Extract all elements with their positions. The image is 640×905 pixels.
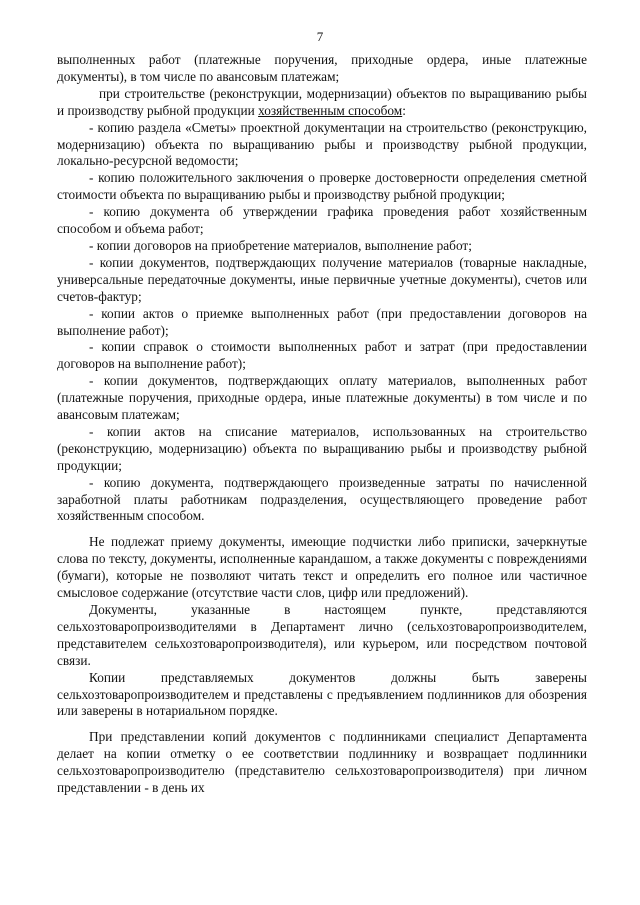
list-item-material-receipt: - копии документов, подтверждающих получение материалов (товарные накладные, универсальные передаточные документы, иные первичные учетные документы), счетов или счетов-фактур; xyxy=(57,254,587,304)
heading-lead-text: при строительстве (реконструкции, модернизации) объектов по выращиванию рыбы и производству рыбной продукции xyxy=(57,85,587,118)
list-item-schedule-approval: - копию документа об утверждении графика проведения работ хозяйственным способом и объема работ; xyxy=(57,204,587,237)
heading-tail-text: : xyxy=(402,102,406,118)
paragraph-original-return: При представлении копий документов с подлинниками специалист Департамента делает на копии отметку о ее соответствии подлиннику и возвращает подлинники сельхозтоваропроизводителю (представителю сельхозтоваропроизводителя) при личном представлении - в день их xyxy=(57,729,587,796)
paragraph-rejection-rules: Не подлежат приему документы, имеющие подчистки либо приписки, зачеркнутые слова по тексту, документы, исполненные карандашом, а также документы с повреждениями (бумаги), которые не позволяют читать текст и определить его полное или частичное смысловое содержание (отсутствие части слов, цифр или предложений). xyxy=(57,534,587,601)
list-item-expert-conclusion: - копию положительного заключения о проверке достоверности определения сметной стоимости объекта по выращиванию рыбы и производству рыбной продукции; xyxy=(57,170,587,203)
paragraph-heading-economic-method xyxy=(57,86,587,120)
paragraph-continuation: выполненных работ (платежные поручения, приходные ордера, иные платежные документы), в том числе по авансовым платежам; xyxy=(57,52,587,84)
paragraph-submission-method: Документы, указанные в настоящем пункте, представляются сельхозтоваропроизводителями в Департамент лично (сельхозтоваропроизводителем, представителем сельхозтоваропроизводителя), или курьером, или посредством почтовой связи. xyxy=(57,602,587,668)
list-item-salary-document: - копию документа, подтверждающего произведенные затраты по начисленной заработной платы работникам подразделения, осуществляющего проведение работ хозяйственным способом. xyxy=(57,474,587,524)
page-body xyxy=(57,52,587,797)
page-number: 7 xyxy=(316,29,324,44)
list-item-smeta: - копию раздела «Сметы» проектной документации на строительство (реконструкцию, модернизацию) объекта по выращиванию рыбы и производству рыбной продукции, локально-ресурсной ведомости; xyxy=(57,119,587,169)
list-item-write-off-acts: - копии актов на списание материалов, использованных на строительство (реконструкцию, модернизацию) объекта по выращиванию рыбы и производству рыбной продукции; xyxy=(57,423,587,473)
paragraph-copy-certification: Копии представляемых документов должны быть заверены сельхозтоваропроизводителем и представлены с предъявлением подлинников для обозрения или заверены в нотариальном порядке. xyxy=(57,669,587,719)
list-item-acceptance-acts: - копии актов о приемке выполненных работ (при предоставлении договоров на выполнение работ); xyxy=(57,305,587,338)
heading-underlined-text: хозяйственным способом xyxy=(258,102,403,118)
list-item-material-contracts: - копии договоров на приобретение материалов, выполнение работ; xyxy=(89,237,472,253)
list-item-payment-documents: - копии документов, подтверждающих оплату материалов, выполненных работ (платежные поручения, приходные ордера, иные платежные документы) в том числе и по авансовым платежам; xyxy=(57,373,587,423)
list-item-cost-certificates: - копии справок о стоимости выполненных работ и затрат (при предоставлении договоров на выполнение работ); xyxy=(57,339,587,372)
